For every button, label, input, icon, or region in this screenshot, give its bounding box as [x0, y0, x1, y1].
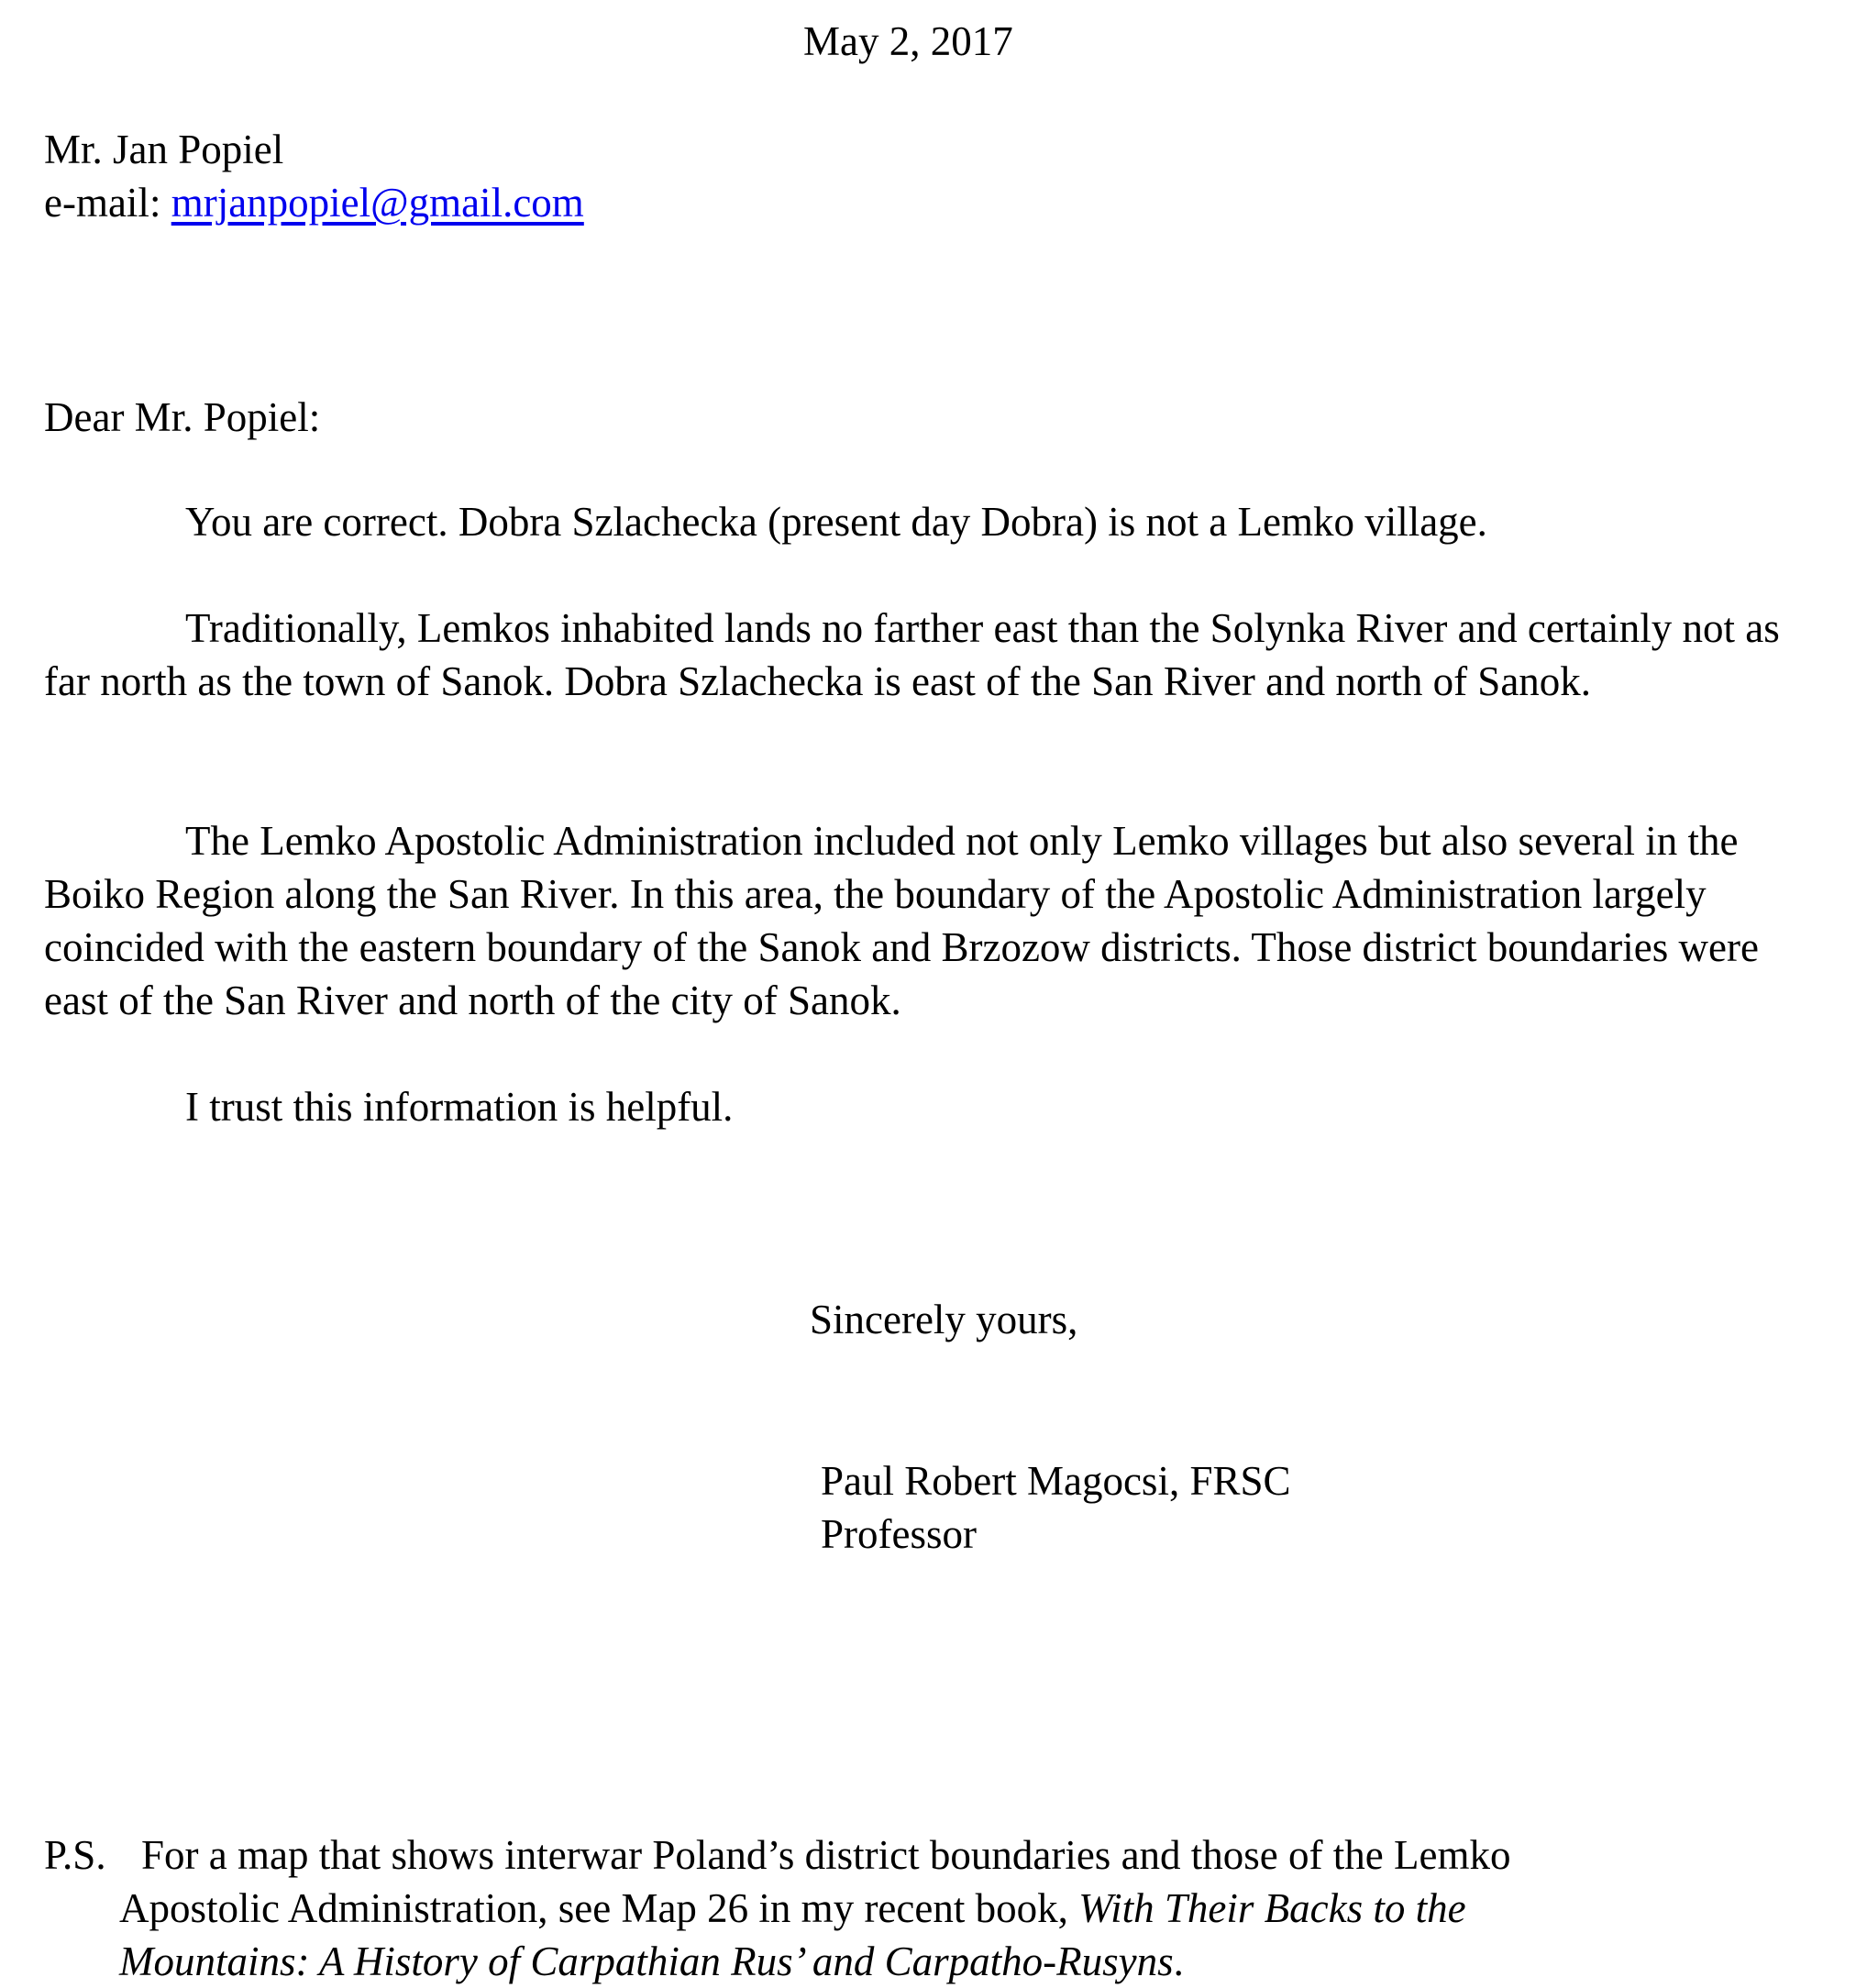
postscript-line-3-end: . [1173, 1938, 1184, 1984]
postscript [44, 1828, 1823, 1988]
recipient-name: Mr. Jan Popiel [44, 127, 284, 172]
postscript-line-1-text: For a map that shows interwar Poland’s district boundaries and those of the Lemko [141, 1832, 1511, 1878]
book-title-part-1: With Their Backs to the [1078, 1885, 1466, 1931]
postscript-line-2 [119, 1882, 1823, 1935]
body-paragraph: You are correct. Dobra Szlachecka (present day Dobra) is not a Lemko village. [185, 499, 1487, 545]
postscript-text [44, 1828, 1823, 1988]
signature-name: Paul Robert Magocsi, FRSC [821, 1458, 1291, 1504]
email-label: e-mail: [44, 180, 171, 226]
letter-date: May 2, 2017 [803, 18, 1013, 64]
postscript-line-2-text: Apostolic Administration, see Map 26 in my recent book, [119, 1885, 1079, 1931]
postscript-line-1 [141, 1828, 1823, 1882]
book-title-part-2: Mountains: A History of Carpathian Rus’ and Carpatho-Rusyns [119, 1938, 1174, 1984]
body-paragraph: The Lemko Apostolic Administration included not only Lemko villages but also several in the Boiko Region along the San River. In this area, the boundary of the Apostolic Administration largely coincided with the eastern boundary of the Sanok and Brzozow districts. Those district boundaries were east of the San River and north of the city of Sanok. [44, 818, 1759, 1023]
body-paragraph-3-wrapper [44, 814, 1823, 1027]
email-link[interactable]: mrjanpopiel@gmail.com [171, 180, 584, 226]
postscript-line-3 [119, 1935, 1823, 1988]
body-paragraph: Traditionally, Lemkos inhabited lands no farther east than the Solynka River and certainly not as far north as the town of Sanok. Dobra Szlachecka is east of the San River and north of Sanok. [44, 605, 1780, 704]
signature-title: Professor [821, 1511, 977, 1557]
body-paragraph-4-wrapper [44, 1080, 1823, 1133]
salutation: Dear Mr. Popiel: [44, 394, 321, 440]
body-paragraph-2-wrapper [44, 602, 1823, 708]
signature-block [821, 1454, 1291, 1561]
closing: Sincerely yours, [810, 1297, 1078, 1342]
recipient-block [44, 123, 584, 229]
postscript-label: P.S. [44, 1832, 106, 1878]
body-paragraph: I trust this information is helpful. [185, 1084, 734, 1130]
body-paragraph-1-wrapper [44, 495, 1823, 548]
recipient-email-line [44, 176, 584, 229]
